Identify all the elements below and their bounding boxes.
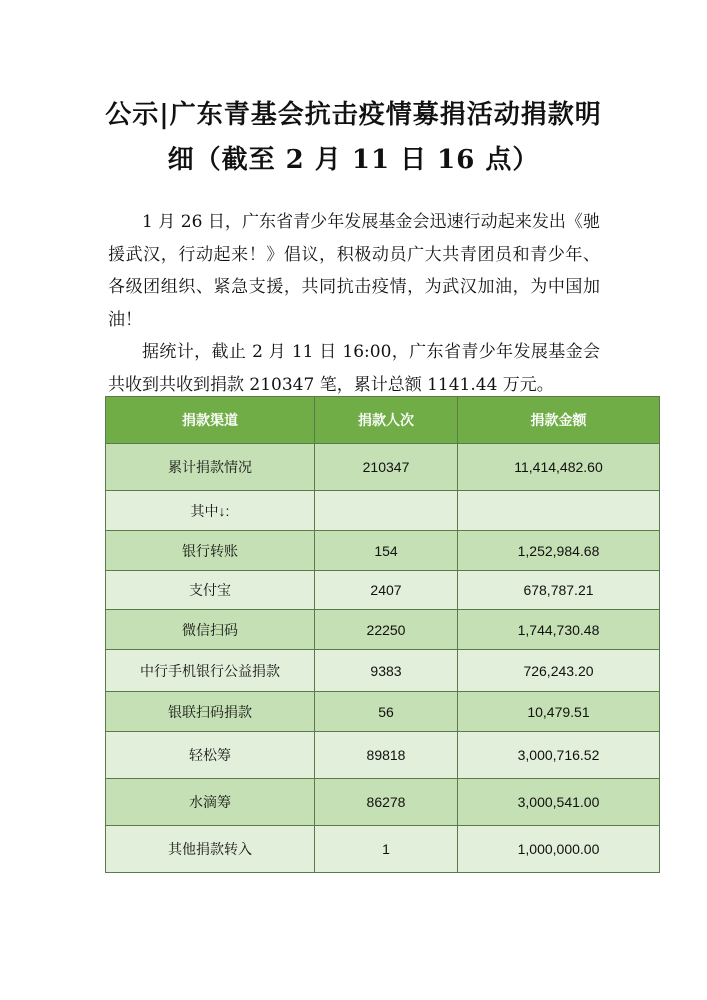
cell-channel: 中行手机银行公益捐款 xyxy=(106,650,315,692)
cell-channel: 轻松筹 xyxy=(106,732,315,779)
cell-amount xyxy=(458,491,660,531)
header-count: 捐款人次 xyxy=(315,397,458,444)
cell-count: 154 xyxy=(315,531,458,571)
cell-count: 89818 xyxy=(315,732,458,779)
cell-channel: 支付宝 xyxy=(106,571,315,610)
intro-paragraph xyxy=(108,206,600,336)
table-header-row xyxy=(106,397,660,444)
table-row xyxy=(106,610,660,650)
cell-channel: 水滴筹 xyxy=(106,779,315,826)
cell-channel: 其中↓: xyxy=(106,491,315,531)
table-row xyxy=(106,692,660,732)
header-amount: 捐款金额 xyxy=(458,397,660,444)
cell-amount: 10,479.51 xyxy=(458,692,660,732)
cell-count xyxy=(315,491,458,531)
cell-amount: 3,000,716.52 xyxy=(458,732,660,779)
cell-amount: 1,252,984.68 xyxy=(458,531,660,571)
cell-count: 1 xyxy=(315,826,458,873)
header-channel: 捐款渠道 xyxy=(106,397,315,444)
cell-count: 2407 xyxy=(315,571,458,610)
cell-channel: 其他捐款转入 xyxy=(106,826,315,873)
table-row xyxy=(106,571,660,610)
cell-count: 22250 xyxy=(315,610,458,650)
table-row xyxy=(106,531,660,571)
cell-amount: 1,000,000.00 xyxy=(458,826,660,873)
cell-channel: 银联扫码捐款 xyxy=(106,692,315,732)
cell-channel: 银行转账 xyxy=(106,531,315,571)
intro-paragraph-text: 1 月 26 日，广东省青少年发展基金会迅速行动起来发出《驰援武汉，行动起来！》倡议，积极动员广大共青团员和青少年、各级团组织、紧急支援，共同抗击疫情，为武汉加油，为中国加油！ xyxy=(108,212,600,330)
cell-count: 56 xyxy=(315,692,458,732)
page-title-line-1: 公示|广东青基会抗击疫情募捐活动捐款明 xyxy=(105,100,602,130)
statistics-paragraph-text: 据统计，截止 2 月 11 日 16:00，广东省青少年发展基金会共收到共收到捐款 210347 笔，累计总额 1141.44 万元。 xyxy=(108,342,600,395)
cell-amount: 11,414,482.60 xyxy=(458,444,660,491)
table-row xyxy=(106,444,660,491)
cell-channel: 微信扫码 xyxy=(106,610,315,650)
table-row xyxy=(106,826,660,873)
cell-amount: 3,000,541.00 xyxy=(458,779,660,826)
page-title-line-2: 细（截至 2 月 11 日 16 点） xyxy=(167,145,540,175)
cell-amount: 678,787.21 xyxy=(458,571,660,610)
cell-count: 86278 xyxy=(315,779,458,826)
cell-amount: 1,744,730.48 xyxy=(458,610,660,650)
cell-amount: 726,243.20 xyxy=(458,650,660,692)
cell-count: 210347 xyxy=(315,444,458,491)
statistics-paragraph xyxy=(108,336,600,401)
cell-count: 9383 xyxy=(315,650,458,692)
cell-channel: 累计捐款情况 xyxy=(106,444,315,491)
donation-table xyxy=(105,396,660,873)
table-row xyxy=(106,491,660,531)
table-row xyxy=(106,650,660,692)
table-row xyxy=(106,732,660,779)
table-row xyxy=(106,779,660,826)
